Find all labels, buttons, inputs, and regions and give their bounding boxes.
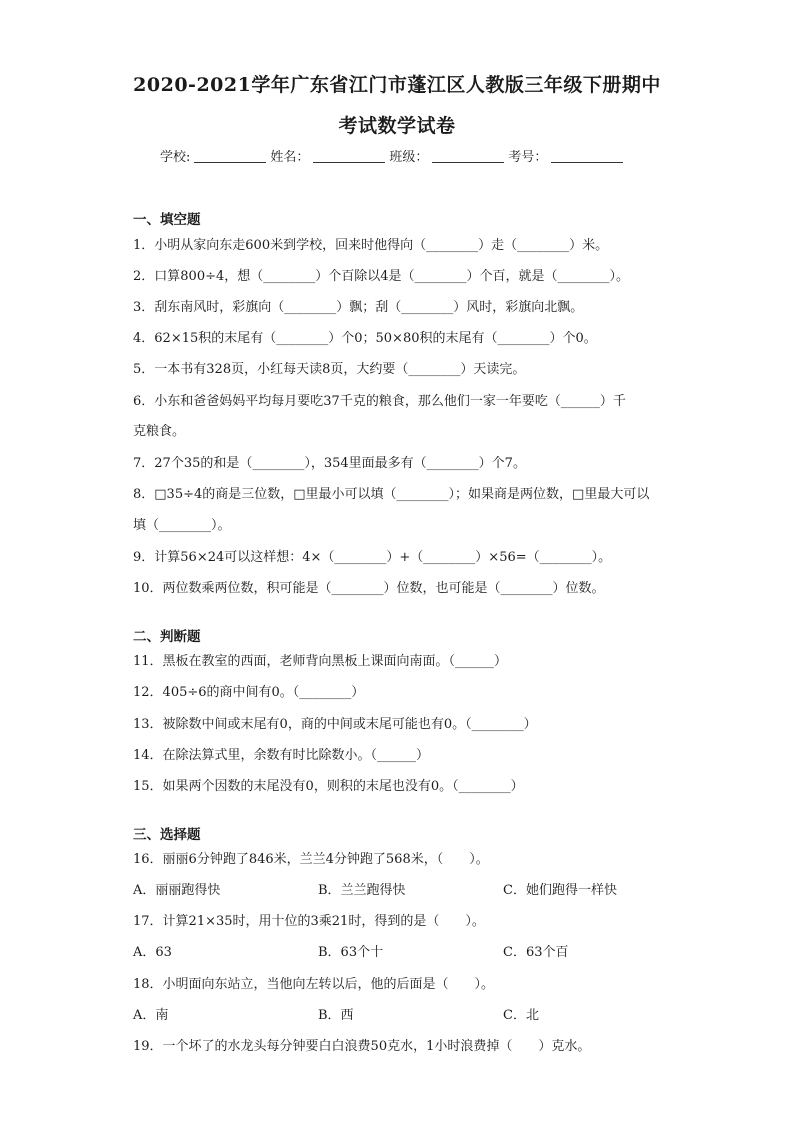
class-blank[interactable] [432, 149, 504, 163]
q18-option-a: A．南 [133, 1008, 169, 1023]
question-16: 16．丽丽6分钟跑了846米，兰兰4分钟跑了568米，（ ）。 [133, 852, 489, 867]
class-label: 班级： [389, 150, 429, 165]
q16-option-c: C．她们跑得一样快 [503, 883, 617, 898]
question-4: 4．62×15积的末尾有（________）个0；50×80积的末尾有（________）个0。 [133, 331, 597, 346]
question-7: 7．27个35的和是（________），354里面最多有（________）个7。 [133, 456, 526, 471]
question-18: 18．小明面向东站立，当他向左转以后，他的后面是（ ）。 [133, 977, 495, 992]
question-1: 1．小明从家向东走600米到学校，回来时他得向（________）走（________）米。 [133, 238, 609, 253]
question-6-cont: 克粮食。 [133, 424, 186, 439]
question-5: 5．一本书有328页，小红每天读8页，大约要（________）天读完。 [133, 362, 526, 377]
q18-option-c: C．北 [503, 1008, 539, 1023]
q18-option-b: B．西 [318, 1008, 354, 1023]
exam-title-line1: 2020-2021学年广东省江门市蓬江区人教版三年级下册期中 [133, 74, 661, 96]
question-17: 17．计算21×35时，用十位的3乘21时，得到的是（ ）。 [133, 914, 485, 929]
question-3: 3．刮东南风时，彩旗向（________）飘；刮（________）风时，彩旗向北飘。 [133, 300, 584, 315]
q17-option-a: A．63 [133, 945, 172, 960]
school-blank[interactable] [194, 149, 266, 163]
question-10: 10．两位数乘两位数，积可能是（________）位数，也可能是（________）位数。 [133, 581, 605, 596]
section-fill-in: 一、填空题 [133, 212, 201, 228]
section-true-false: 二、判断题 [133, 629, 201, 645]
question-9: 9．计算56×24可以这样想：4×（________）+（________）×56=（________）。 [133, 550, 612, 565]
q16-option-b: B．兰兰跑得快 [318, 883, 406, 898]
question-11: 11．黑板在教室的西面，老师背向黑板上课面向南面。（______） [133, 654, 508, 669]
exam-no-blank[interactable] [551, 149, 623, 163]
school-label: 学校: [160, 150, 191, 165]
section-multiple-choice: 三、选择题 [133, 827, 201, 843]
name-blank[interactable] [313, 149, 385, 163]
q17-option-c: C．63个百 [503, 945, 569, 960]
question-8-cont: 填（________）。 [133, 518, 231, 533]
question-15: 15．如果两个因数的末尾没有0，则积的末尾也没有0。（________） [133, 779, 524, 794]
question-13: 13．被除数中间或末尾有0，商的中间或末尾可能也有0。（________） [133, 717, 537, 732]
q16-option-a: A．丽丽跑得快 [133, 883, 221, 898]
question-12: 12．405÷6的商中间有0。（________） [133, 685, 365, 700]
question-19: 19．一个坏了的水龙头每分钟要白白浪费50克水，1小时浪费掉（ ）克水。 [133, 1039, 591, 1054]
exam-title-line2: 考试数学试卷 [338, 115, 456, 137]
question-8: 8．□35÷4的商是三位数，□里最小可以填（________）；如果商是两位数，□里最大可以 [133, 487, 650, 502]
question-14: 14．在除法算式里，余数有时比除数小。（______） [133, 748, 430, 763]
question-6: 6．小东和爸爸妈妈平均每月要吃37千克的粮食，那么他们一家一年要吃（______）千 [133, 394, 626, 409]
q17-option-b: B．63个十 [318, 945, 384, 960]
question-2: 2．口算800÷4，想（________）个百除以4是（________）个百，就是（________）。 [133, 269, 630, 284]
name-label: 姓名： [270, 150, 310, 165]
student-info-row [160, 146, 627, 165]
exam-no-label: 考号： [508, 150, 548, 165]
